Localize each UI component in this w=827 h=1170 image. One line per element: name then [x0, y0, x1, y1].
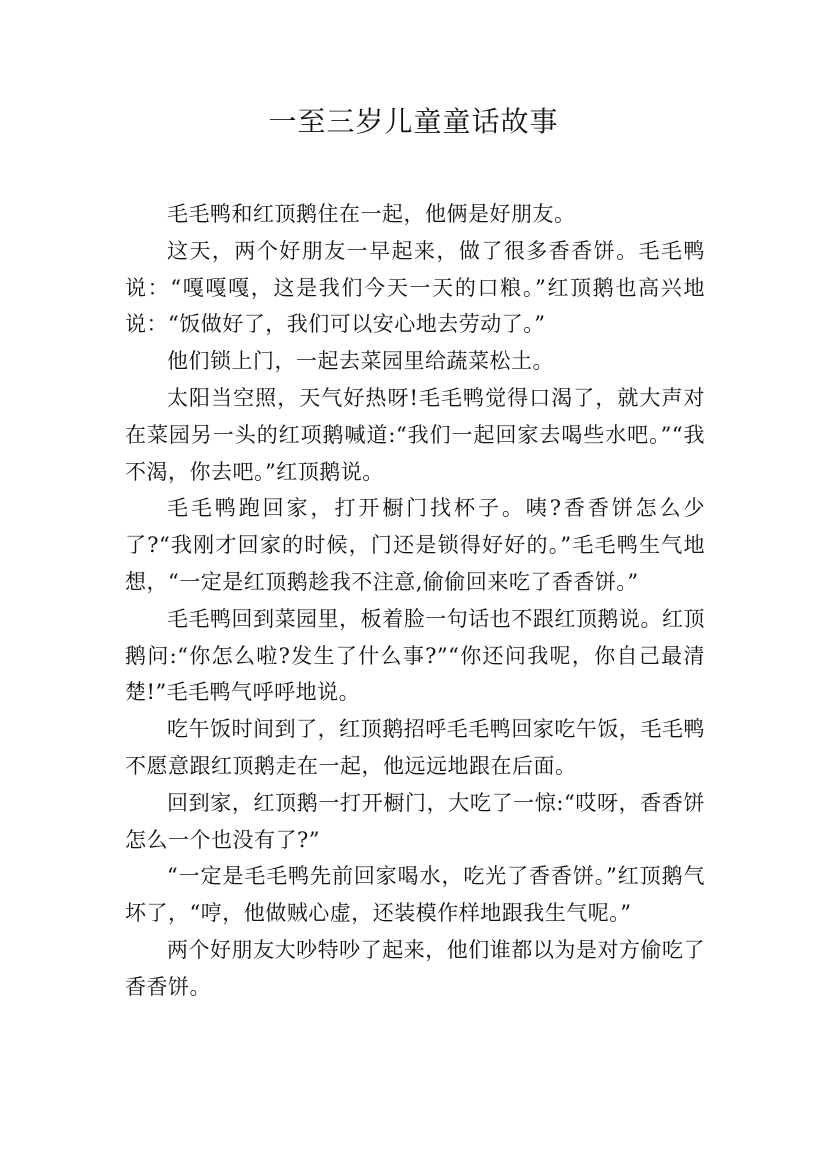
paragraph-4: 太阳当空照，天气好热呀!毛毛鸭觉得口渴了，就大声对在菜园另一头的红项鹅喊道:“我们一起回家去喝些水吧。”“我不渴，你去吧。”红顶鹅说。: [125, 385, 705, 484]
paragraph-5: 毛毛鸭跑回家，打开橱门找杯子。咦?香香饼怎么少了?“我刚才回家的时候，门还是锁得好好的。”毛毛鸭生气地想，“一定是红顶鹅趁我不注意,偷偷回来吃了香香饼。”: [125, 496, 705, 594]
paragraph-1: 毛毛鸭和红顶鹅住在一起，他俩是好朋友。: [167, 202, 576, 226]
story-body: [125, 196, 705, 1006]
paragraph-6: 毛毛鸭回到菜园里，板着脸一句话也不跟红顶鹅说。红顶鹅问:“你怎么啦?发生了什么事?”“你还问我呢，你自己最清楚!”毛毛鸭气呼呼地说。: [125, 606, 705, 705]
paragraph-3: 他们锁上门，一起去菜园里给蔬菜松土。: [167, 349, 554, 374]
paragraph-2: 这天，两个好朋友一早起来，做了很多香香饼。毛毛鸭说：“嘎嘎嘎，这是我们今天一天的口粮。”红顶鹅也高兴地说：“饭做好了，我们可以安心地去劳动了。”: [125, 238, 705, 337]
paragraph-10: 两个好朋友大吵特吵了起来，他们谁都以为是对方偷吃了香香饼。: [125, 937, 705, 999]
document-title: 一至三岁儿童童话故事: [268, 105, 559, 138]
paragraph-7: 吃午饭时间到了，红顶鹅招呼毛毛鸭回家吃午饭，毛毛鸭不愿意跟红顶鹅走在一起，他远远地跟在后面。: [125, 717, 705, 778]
paragraph-9: “一定是毛毛鸭先前回家喝水，吃光了香香饼。”红顶鹅气坏了，“哼，他做贼心虚，还装模作样地跟我生气呢。”: [125, 864, 705, 926]
paragraph-8: 回到家，红顶鹅一打开橱门，大吃了一惊:“哎呀，香香饼怎么一个也没有了?”: [125, 790, 705, 852]
